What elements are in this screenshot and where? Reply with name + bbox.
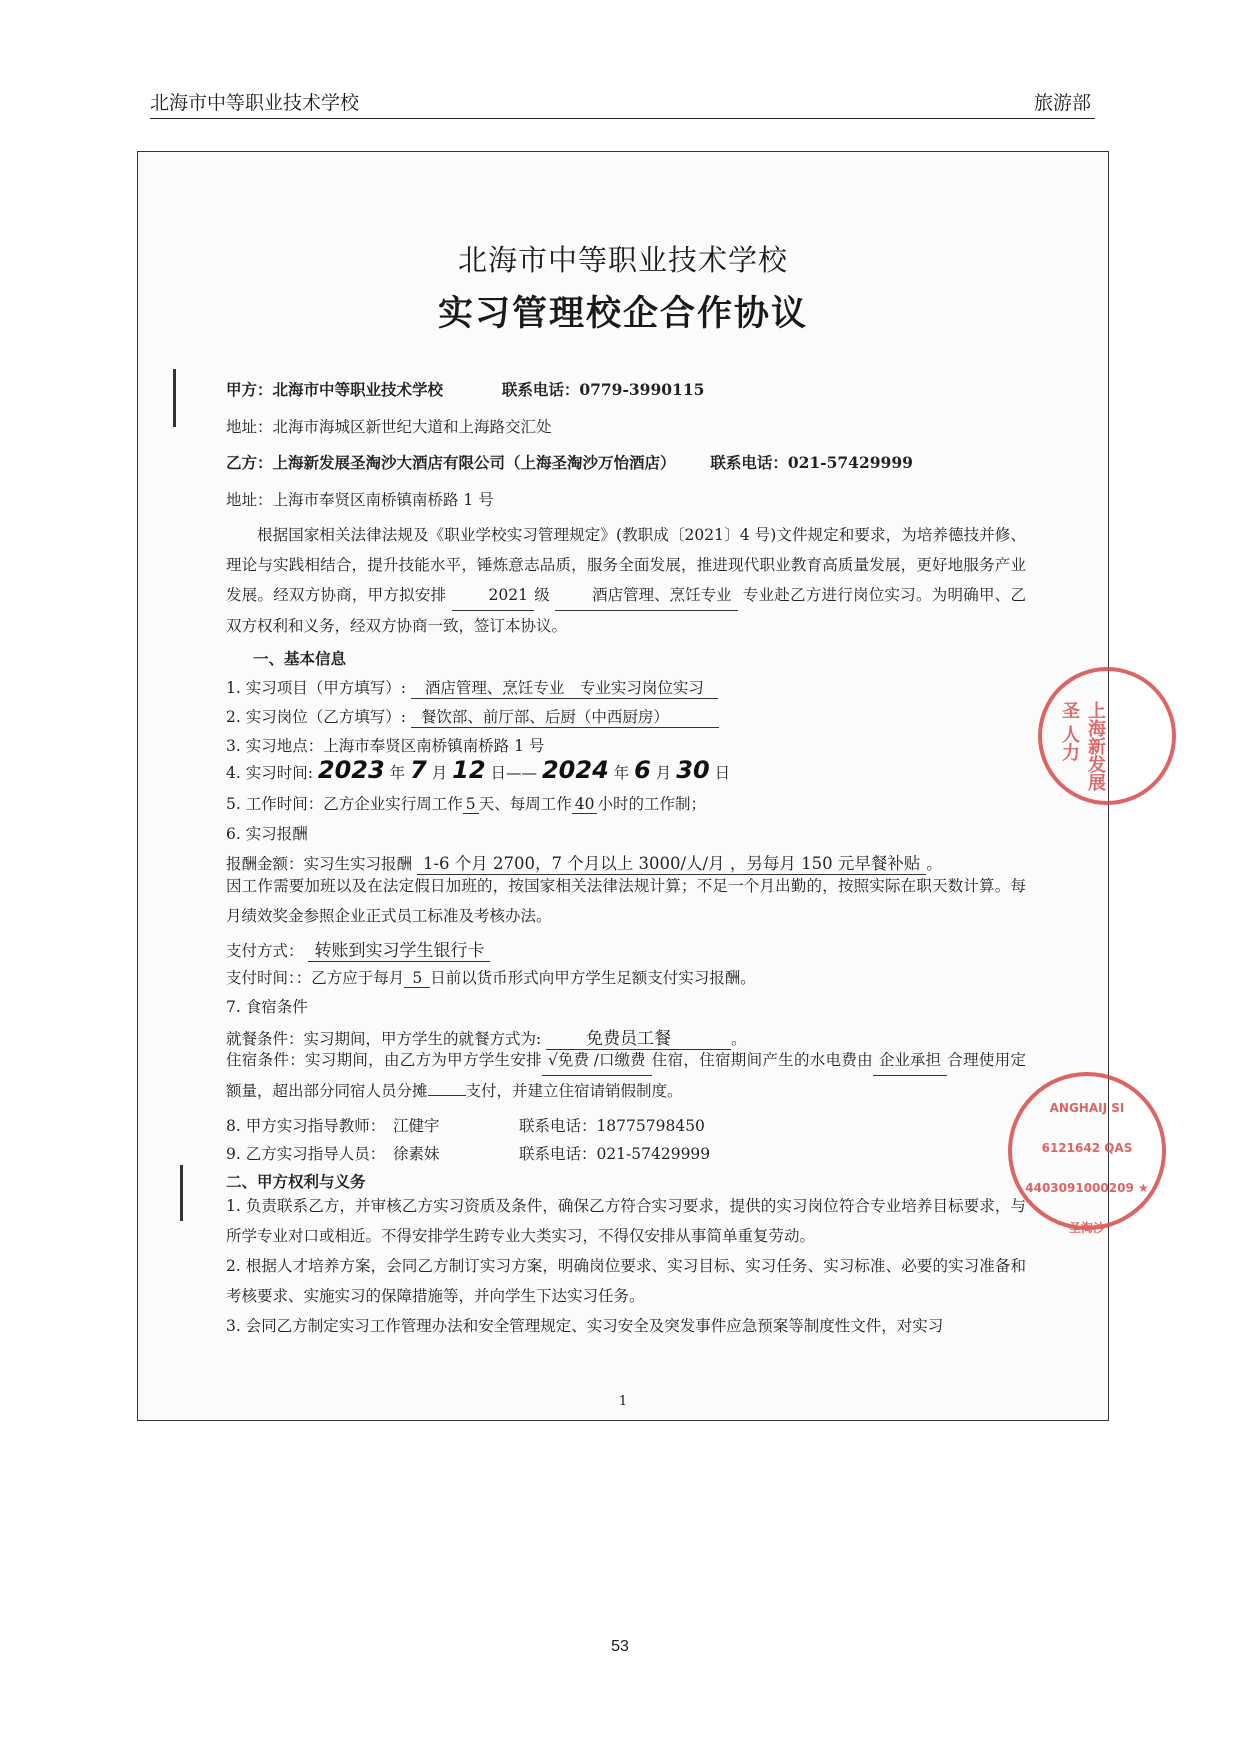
party-a-phone: 联系电话：0779-3990115 bbox=[501, 380, 705, 399]
period-start-month: 7 bbox=[410, 756, 427, 784]
work-hours-text-1: 5. 工作时间：乙方企业实行周工作 bbox=[226, 795, 463, 813]
period-day-char-1: 日—— bbox=[490, 764, 538, 782]
intro-text-1: 根据国家相关法律法规及《职业学校实习管理规定》(教职成〔2021〕4 号)文件规定和要求，为培养德技并修、理论与实践相结合，提升技能水平，锤炼意志品质，服务全面发展，推进现代职业教育高质量发展，更好地服务产业发展。经双方协商，甲方拟安排 bbox=[226, 526, 1026, 604]
item-period bbox=[226, 756, 730, 784]
company-seal-upper bbox=[1038, 667, 1176, 805]
item-location: 3. 实习地点：上海市奉贤区南桥镇南桥路 1 号 bbox=[226, 737, 545, 755]
party-b-phone: 联系电话：021-57429999 bbox=[710, 453, 913, 472]
address-b: 地址：上海市奉贤区南桥镇南桥路 1 号 bbox=[226, 491, 494, 509]
section-party-a-rights: 二、甲方权利与义务 bbox=[226, 1172, 366, 1191]
intro-major: 酒店管理、烹饪专业 bbox=[555, 580, 738, 611]
margin-mark-upper bbox=[173, 369, 176, 427]
pay-time-text-1: 支付时间：：乙方应于每月 bbox=[226, 969, 405, 987]
company-seal-lower-text: ANGHAIJ SI 6121642 QAS 4403091000209 ★ 圣淘沙 bbox=[1025, 1101, 1149, 1235]
work-hours-text-2: 天、每周工作 bbox=[478, 795, 572, 813]
period-year-char-2: 年 bbox=[613, 764, 630, 782]
item-position-value: 餐饮部、前厅部、后厨（中西厨房） bbox=[411, 705, 719, 728]
work-days-value: 5 bbox=[463, 795, 479, 814]
school-teacher-label: 8. 甲方实习指导教师： 江健宇 bbox=[226, 1117, 440, 1135]
section-basic-info: 一、基本信息 bbox=[253, 649, 347, 668]
party-b-label: 乙方：上海新发展圣淘沙大酒店有限公司（上海圣淘沙万怡酒店） bbox=[226, 453, 676, 472]
work-hours-value: 40 bbox=[572, 795, 598, 814]
company-seal-lower bbox=[1008, 1072, 1166, 1235]
pay-method bbox=[226, 936, 490, 962]
lodging-text-2: 住宿，住宿期间产生的水电费由 bbox=[651, 1051, 873, 1069]
lodging-text-1: 住宿条件：实习期间，由乙方为甲方学生安排 bbox=[226, 1051, 542, 1069]
right-3: 3. 会同乙方制定实习工作管理办法和安全管理规定、实习安全及突发事件应急预案等制度性文件，对实习 bbox=[226, 1317, 944, 1335]
scan-page-number: 1 bbox=[618, 1394, 628, 1409]
intro-grade-suffix: 级 bbox=[534, 586, 550, 604]
lodging-text-4: 支付，并建立住宿请销假制度。 bbox=[465, 1082, 683, 1100]
pay-day-value: 5 bbox=[404, 969, 430, 988]
meal-label: 就餐条件：实习期间，甲方学生的就餐方式为: bbox=[226, 1030, 542, 1048]
period-year-char-1: 年 bbox=[389, 764, 406, 782]
margin-mark-lower bbox=[180, 1165, 183, 1221]
page-number: 53 bbox=[611, 1638, 629, 1655]
item-project-label: 1. 实习项目（甲方填写）: bbox=[226, 679, 406, 697]
period-end-year: 2024 bbox=[541, 756, 609, 784]
intro-paragraph bbox=[226, 520, 1026, 641]
item-school-teacher bbox=[226, 1114, 705, 1136]
period-day-char-2: 日 bbox=[714, 764, 731, 782]
period-end-month: 6 bbox=[634, 756, 651, 784]
meal-end: 。 bbox=[731, 1030, 747, 1048]
school-teacher-phone: 联系电话：18775798450 bbox=[518, 1117, 705, 1135]
item-position bbox=[226, 705, 719, 728]
pay-method-value: 转账到实习学生银行卡 bbox=[308, 936, 490, 962]
work-hours-text-3: 小时的工作制； bbox=[597, 795, 706, 813]
lodging-condition bbox=[226, 1045, 1026, 1106]
item-project-value: 酒店管理、烹饪专业 专业实习岗位实习 bbox=[411, 676, 718, 699]
scanned-agreement bbox=[137, 151, 1149, 1421]
lodging-text-3: 合理使用定额量，超出部分同宿人员分摊 bbox=[226, 1051, 1026, 1100]
doc-title-agreement: 实习管理校企合作协议 bbox=[437, 293, 808, 334]
party-a-label: 甲方：北海市中等职业技术学校 bbox=[226, 380, 444, 399]
lodging-blank bbox=[428, 1095, 466, 1096]
pay-note: 因工作需要加班以及在法定假日加班的，按国家相关法律法规计算；不足一个月出勤的，按照实际在职天数计算。每月绩效奖金参照企业正式员工标准及考核办法。 bbox=[226, 877, 1026, 925]
page-header bbox=[150, 88, 1095, 119]
item-pay: 6. 实习报酬 bbox=[226, 825, 308, 843]
item-company-mentor bbox=[226, 1142, 710, 1164]
lodging-choice: √免费 /口缴费 bbox=[542, 1045, 652, 1076]
pay-amount-value: 1-6 个月 2700，7 个月以上 3000/人/月 ，另每月 150 元早餐补贴 bbox=[417, 850, 926, 875]
item-project bbox=[226, 676, 718, 699]
header-dept: 旅游部 bbox=[1033, 92, 1091, 114]
period-start-year: 2023 bbox=[317, 756, 385, 784]
party-b-line bbox=[226, 451, 913, 473]
period-start-day: 12 bbox=[452, 756, 486, 784]
lodging-payer: 企业承担 bbox=[873, 1045, 947, 1076]
period-month-char-2: 月 bbox=[655, 764, 672, 782]
company-seal-upper-text: 上海新发展圣 人力 bbox=[1059, 701, 1106, 791]
company-mentor-phone: 联系电话：021-57429999 bbox=[518, 1145, 711, 1163]
pay-time bbox=[226, 966, 756, 988]
item-position-label: 2. 实习岗位（乙方填写）: bbox=[226, 708, 406, 726]
intro-text-2: 专业赴乙方进行岗位实习。为明确甲、乙双方权利和义务，经双方协商一致，签订本协议。 bbox=[226, 586, 1026, 635]
address-a: 地址：北海市海城区新世纪大道和上海路交汇处 bbox=[226, 418, 552, 436]
item-work-hours bbox=[226, 792, 706, 814]
meal-value: 免费员工餐 bbox=[546, 1024, 731, 1050]
period-month-char-1: 月 bbox=[431, 764, 448, 782]
item-board: 7. 食宿条件 bbox=[226, 998, 308, 1016]
intro-grade: 2021 bbox=[452, 580, 534, 611]
right-2: 2. 根据人才培养方案，会同乙方制订实习方案，明确岗位要求、实习目标、实习任务、实习标准、必要的实习准备和考核要求、实施实习的保障措施等，并向学生下达实习任务。 bbox=[226, 1257, 1026, 1305]
pay-method-label: 支付方式： bbox=[226, 942, 304, 960]
pay-amount-end: 。 bbox=[926, 855, 942, 873]
period-end-day: 30 bbox=[676, 756, 710, 784]
pay-amount-label: 报酬金额：实习生实习报酬 bbox=[226, 855, 413, 873]
company-mentor-label: 9. 乙方实习指导人员： 徐素妹 bbox=[226, 1145, 440, 1163]
right-1: 1. 负责联系乙方，并审核乙方实习资质及条件，确保乙方符合实习要求，提供的实习岗位符合专业培养目标要求，与所学专业对口或相近。不得安排学生跨专业大类实习，不得仅安排从事简单重复劳动。 bbox=[226, 1197, 1026, 1245]
item-period-label: 4. 实习时间: bbox=[226, 764, 313, 782]
doc-title-school: 北海市中等职业技术学校 bbox=[457, 243, 788, 277]
header-school: 北海市中等职业技术学校 bbox=[150, 92, 360, 114]
party-a-line bbox=[226, 378, 704, 400]
pay-time-text-2: 日前以货币形式向甲方学生足额支付实习报酬。 bbox=[430, 969, 756, 987]
